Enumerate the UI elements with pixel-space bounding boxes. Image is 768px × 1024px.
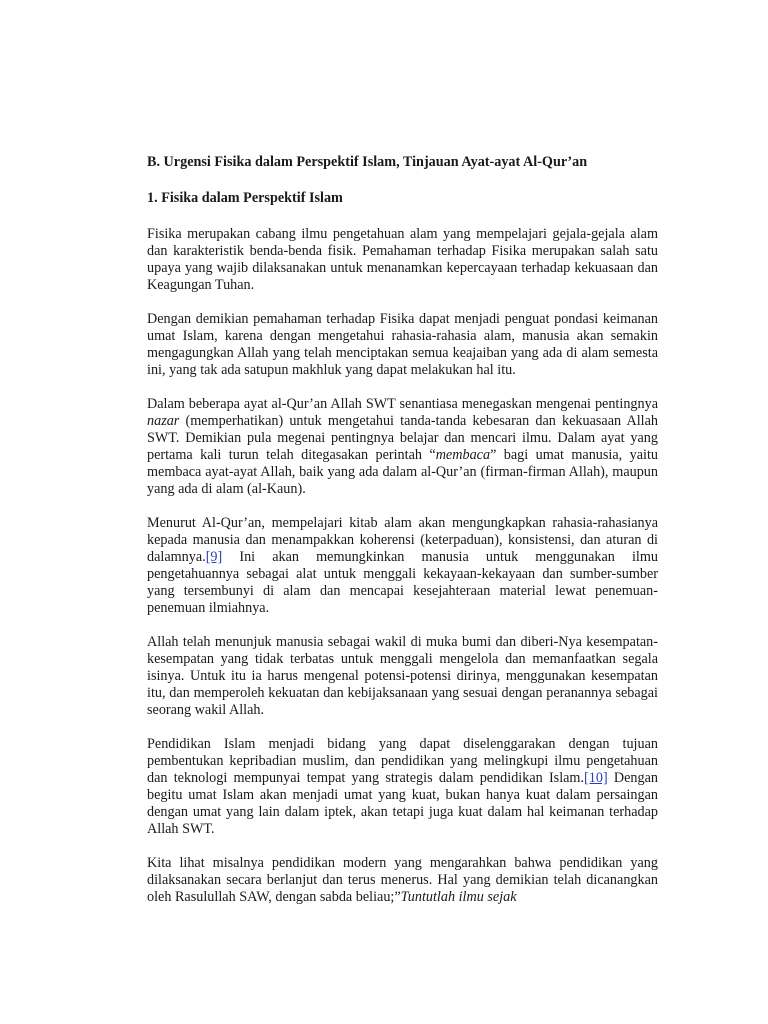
paragraph-4 [147,515,658,617]
paragraph-7 [147,855,658,906]
subsection-heading: 1. Fisika dalam Perspektif Islam [147,190,343,206]
paragraph-4-text-a: Menurut Al-Qur’an, mempelajari kitab alam akan mengungkapkan rahasia-rahasianya kepada manusia dan menampakkan koherensi (keterpaduan), konsistensi, dan aturan di dalamnya. [147,515,658,565]
paragraph-6-text-a: Pendidikan Islam menjadi bidang yang dapat diselenggarakan dengan tujuan pembentukan kepribadian muslim, dan pendidikan yang melingkupi ilmu pengetahuan dan teknologi mempunyai tempat yang strategis dalam pendidikan Islam. [147,736,658,786]
paragraph-7-emphasis-quote: Tuntutlah ilmu sejak [400,889,517,905]
paragraph-6-text-b: Dengan begitu umat Islam akan menjadi umat yang kuat, bukan hanya kuat dalam persaingan dengan umat yang lain dalam iptek, akan tetapi juga kuat dalam hal keimanan terhadap Allah SWT. [147,770,659,837]
footnote-link-10[interactable]: [10] [584,770,608,786]
paragraph-3-emphasis-nazar: nazar [147,413,180,429]
paragraph-4-text-b: Ini akan memungkinkan manusia untuk menggunakan ilmu pengetahuannya sebagai alat untuk menggali kekayaan-kekayaan dan sumber-sumber yang tersembunyi di alam dan mencapai kesejahteraan material lewat penemuan-penemuan ilmiahnya. [147,549,658,616]
paragraph-3-text-a: Dalam beberapa ayat al-Qur’an Allah SWT senantiasa menegaskan mengenai pentingnya [147,396,658,412]
paragraph-3-text-c: ” bagi umat manusia, yaitu membaca ayat-ayat Allah, baik yang ada dalam al-Qur’an (firman-firman Allah), maupun yang ada di alam (al-Kaun). [147,447,658,497]
paragraph-3-emphasis-membaca: membaca [435,447,491,463]
section-heading: B. Urgensi Fisika dalam Perspektif Islam, Tinjauan Ayat-ayat Al-Qur’an [147,154,588,170]
paragraph-1: Fisika merupakan cabang ilmu pengetahuan alam yang mempelajari gejala-gejala alam dan karakteristik benda-benda fisik. Pemahaman terhadap Fisika merupakan salah satu upaya yang wajib dilaksanakan untuk menanamkan kepercayaan terhadap kekuasaan dan Keagungan Tuhan. [147,226,658,293]
paragraph-6 [147,736,658,838]
paragraph-3-text-b: (memperhatikan) untuk mengetahui tanda-tanda kebesaran dan kekuasaan Allah SWT. Demikian pula megenai pentingnya belajar dan mencari ilmu. Dalam ayat yang pertama kali turun telah ditegasakan perintah “ [147,413,658,463]
paragraph-2: Dengan demikian pemahaman terhadap Fisika dapat menjadi penguat pondasi keimanan umat Islam, karena dengan mengetahui rahasia-rahasia alam, manusia akan semakin mengagungkan Allah yang telah menciptakan semua keajaiban yang ada di alam semesta ini, yang tak ada satupun makhluk yang dapat melakukan hal itu. [147,311,658,378]
paragraph-7-text-a: Kita lihat misalnya pendidikan modern yang mengarahkan bahwa pendidikan yang dilaksanakan secara berlanjut dan terus menerus. Hal yang demikian telah dicanangkan oleh Rasulullah SAW, dengan sabda beliau;” [147,855,658,905]
paragraph-3 [147,396,658,498]
footnote-link-9[interactable]: [9] [205,549,223,565]
paragraph-5: Allah telah menunjuk manusia sebagai wakil di muka bumi dan diberi-Nya kesempatan-kesempatan yang tidak terbatas untuk menggali mengelola dan memanfaatkan segala isinya. Untuk itu ia harus mengenal potensi-potensi dirinya, menggunakan kesempatan itu, dan memperoleh kekuatan dan kebijaksanaan yang sesuai dengan peranannya sebagai seorang wakil Allah. [147,634,658,718]
